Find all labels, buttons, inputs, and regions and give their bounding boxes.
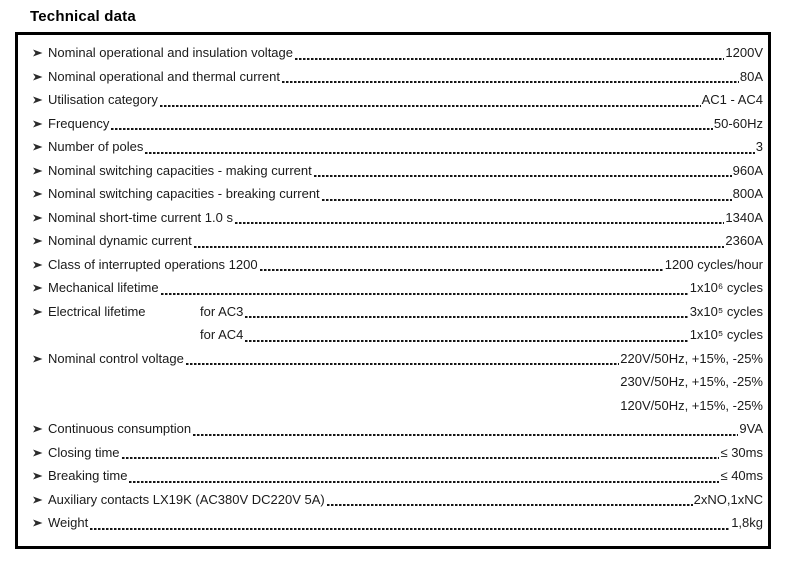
- table-row: [32, 488, 763, 512]
- dotted-leader: [314, 175, 732, 177]
- row-value: 1200 cycles/hour: [664, 256, 763, 272]
- arrow-bullet-icon: [32, 211, 48, 224]
- dotted-leader: [129, 481, 719, 483]
- arrow-bullet-icon: [32, 46, 48, 59]
- dotted-leader: [235, 222, 724, 224]
- row-value: 1,8kg: [731, 515, 763, 531]
- arrow-bullet-icon: [32, 446, 48, 459]
- arrow-bullet-icon: [32, 117, 48, 130]
- table-row: [32, 464, 763, 488]
- document-page: [0, 8, 786, 549]
- row-label: Electrical lifetime: [48, 303, 146, 319]
- dotted-leader: [260, 269, 664, 271]
- row-label: Continuous consumption: [48, 421, 192, 437]
- table-row: [32, 88, 763, 112]
- table-row: [32, 135, 763, 159]
- row-value: 80A: [739, 68, 763, 84]
- dotted-leader: [194, 246, 725, 248]
- table-row: [32, 347, 763, 371]
- row-label: Utilisation category: [48, 92, 158, 108]
- dotted-leader: [186, 363, 619, 365]
- row-label: Nominal control voltage: [48, 350, 184, 366]
- table-row: [32, 323, 763, 347]
- table-row: [32, 253, 763, 277]
- row-sublabel: for AC3: [200, 303, 244, 319]
- row-label: Frequency: [48, 115, 110, 131]
- table-row: [32, 276, 763, 300]
- row-value: 120V/50Hz, +15%, -25%: [620, 397, 763, 413]
- table-row: [32, 370, 763, 394]
- arrow-bullet-icon: [32, 328, 48, 341]
- dotted-leader: [193, 434, 738, 436]
- row-value: 960A: [732, 162, 763, 178]
- row-label: Class of interrupted operations 1200: [48, 256, 258, 272]
- table-row: [32, 394, 763, 418]
- dotted-leader: [145, 152, 754, 154]
- arrow-bullet-icon: [32, 493, 48, 506]
- table-row: [32, 112, 763, 136]
- row-value: ≤ 30ms: [720, 444, 763, 460]
- table-row: [32, 511, 763, 535]
- row-value: 50-60Hz: [713, 115, 763, 131]
- table-row: [32, 417, 763, 441]
- dotted-leader: [245, 316, 688, 318]
- arrow-bullet-icon: [32, 93, 48, 106]
- table-row: [32, 206, 763, 230]
- dotted-leader: [322, 199, 732, 201]
- table-row: [32, 41, 763, 65]
- table-row: [32, 65, 763, 89]
- arrow-bullet-icon: [32, 70, 48, 83]
- table-row: [32, 300, 763, 324]
- row-value: 3: [755, 139, 763, 155]
- row-value: 2360A: [725, 233, 763, 249]
- row-label: Closing time: [48, 444, 120, 460]
- row-label: Nominal dynamic current: [48, 233, 192, 249]
- arrow-bullet-icon: [32, 352, 48, 365]
- row-value: 3x10⁵ cycles: [689, 303, 763, 319]
- row-label: Nominal short-time current 1.0 s: [48, 209, 233, 225]
- arrow-bullet-icon: [32, 140, 48, 153]
- dotted-leader: [161, 293, 689, 295]
- row-value: AC1 - AC4: [701, 92, 763, 108]
- technical-data-table: [15, 32, 771, 549]
- row-label: Auxiliary contacts LX19K (AC380V DC220V 5A): [48, 491, 325, 507]
- dotted-leader: [50, 410, 619, 412]
- row-sublabel: for AC4: [200, 327, 244, 343]
- arrow-bullet-icon: [32, 375, 48, 388]
- row-label: Nominal operational and insulation voltage: [48, 45, 293, 61]
- dotted-leader: [160, 105, 701, 107]
- dotted-leader: [90, 528, 730, 530]
- row-value: 9VA: [739, 421, 763, 437]
- dotted-leader: [245, 340, 688, 342]
- arrow-bullet-icon: [32, 258, 48, 271]
- row-value: ≤ 40ms: [720, 468, 763, 484]
- dotted-leader: [111, 128, 712, 130]
- row-value: 1340A: [725, 209, 763, 225]
- row-label: Breaking time: [48, 468, 128, 484]
- row-value: 2xNO,1xNC: [693, 491, 763, 507]
- arrow-bullet-icon: [32, 399, 48, 412]
- row-value: 1x10⁵ cycles: [689, 327, 763, 343]
- dotted-leader: [327, 504, 693, 506]
- row-label: Nominal switching capacities - making current: [48, 162, 312, 178]
- dotted-leader: [282, 81, 739, 83]
- arrow-bullet-icon: [32, 305, 48, 318]
- table-row: [32, 182, 763, 206]
- row-label: Nominal operational and thermal current: [48, 68, 280, 84]
- table-row: [32, 441, 763, 465]
- row-label: Number of poles: [48, 139, 144, 155]
- arrow-bullet-icon: [32, 187, 48, 200]
- arrow-bullet-icon: [32, 281, 48, 294]
- row-label: Mechanical lifetime: [48, 280, 159, 296]
- row-label: Weight: [48, 515, 89, 531]
- row-value: 220V/50Hz, +15%, -25%: [620, 350, 763, 366]
- dotted-leader: [295, 58, 724, 60]
- table-row: [32, 159, 763, 183]
- row-value: 1200V: [725, 45, 763, 61]
- row-label: Nominal switching capacities - breaking current: [48, 186, 320, 202]
- row-value: 1x10⁶ cycles: [689, 280, 763, 296]
- row-value: 230V/50Hz, +15%, -25%: [620, 374, 763, 390]
- arrow-bullet-icon: [32, 469, 48, 482]
- dotted-leader: [122, 457, 720, 459]
- table-row: [32, 229, 763, 253]
- arrow-bullet-icon: [32, 164, 48, 177]
- dotted-leader: [50, 387, 619, 389]
- arrow-bullet-icon: [32, 422, 48, 435]
- arrow-bullet-icon: [32, 516, 48, 529]
- page-title: Technical data: [30, 8, 136, 25]
- row-value: 800A: [732, 186, 763, 202]
- arrow-bullet-icon: [32, 234, 48, 247]
